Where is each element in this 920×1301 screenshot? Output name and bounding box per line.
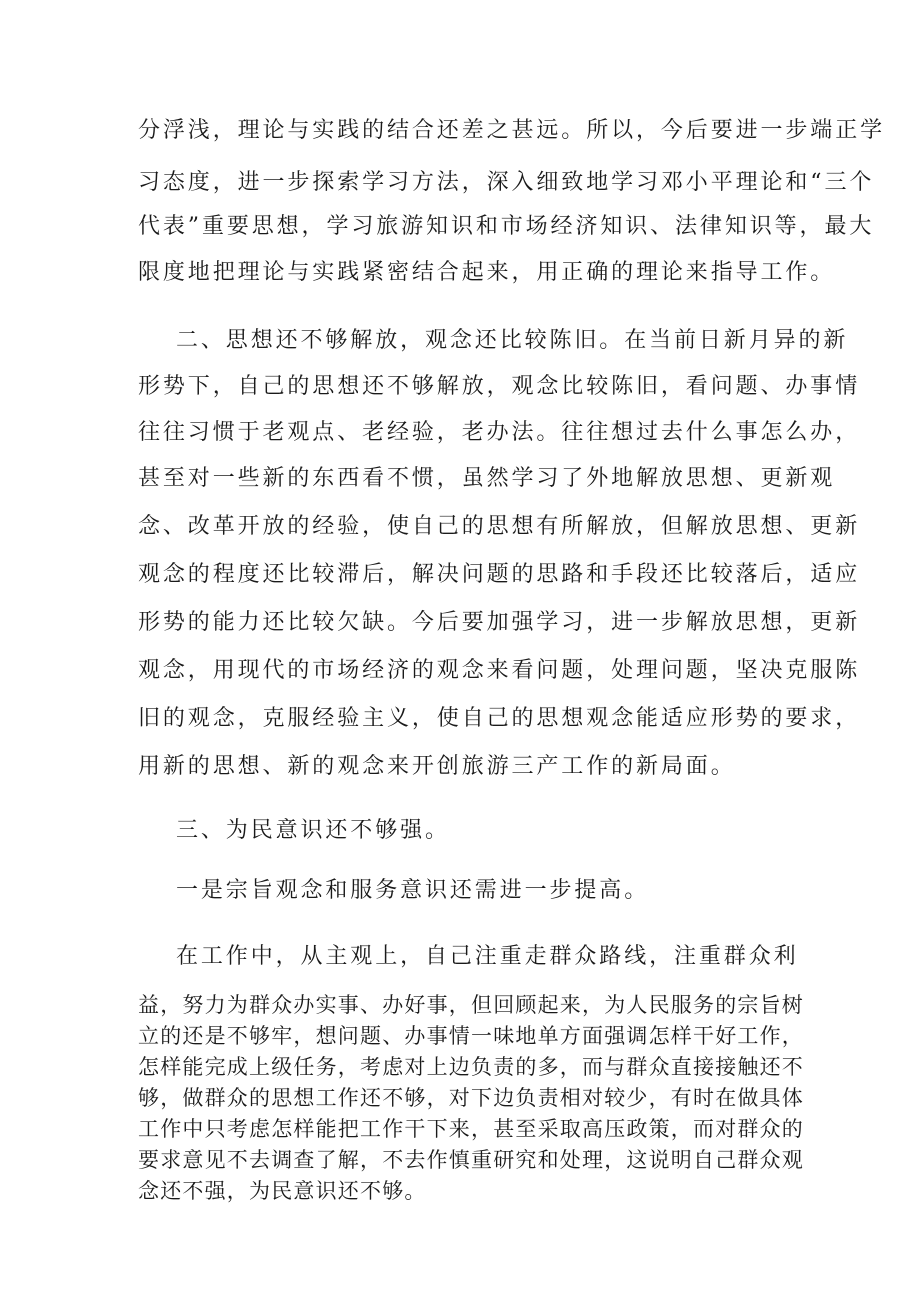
text-line: 工作中只考虑怎样能把工作干下来，甚至采取高压政策，而对群众的 [138,1117,804,1141]
text-line: 念、改革开放的经验，使自己的思想有所解放，但解放思想、更新 [138,514,861,539]
text-line: 形势下，自己的思想还不够解放，观念比较陈旧，看问题、办事情 [138,374,861,399]
text-line: 限度地把理论与实践紧密结合起来，用正确的理论来指导工作。 [138,260,836,285]
text-line: 观念的程度还比较滞后，解决问题的思路和手段还比较落后，适应 [138,562,861,587]
text-line: 怎样能完成上级任务，考虑对上边负责的多，而与群众直接接触还不 [138,1055,804,1079]
text-line: 二、思想还不够解放，观念还比较陈旧。在当前日新月异的新 [176,328,849,353]
section-heading: 三、为民意识还不够强。 [176,818,450,843]
text-line: 立的还是不够牢，想问题、办事情一味地单方面强调怎样干好工作， [138,1024,804,1048]
text-line: 观念，用现代的市场经济的观念来看问题，处理问题，坚决克服陈 [138,658,861,683]
text-line: 形势的能力还比较欠缺。今后要加强学习，进一步解放思想，更新 [138,610,861,635]
text-line: 在工作中，从主观上，自己注重走群众路线，注重群众利 [176,944,799,969]
text-line: 甚至对一些新的东西看不惯，虽然学习了外地解放思想、更新观 [138,466,836,491]
sub-heading: 一是宗旨观念和服务意识还需进一步提高。 [176,878,650,903]
text-line: 往往习惯于老观点、老经验，老办法。往往想过去什么事怎么办， [138,420,861,445]
text-line: 用新的思想、新的观念来开创旅游三产工作的新局面。 [138,754,736,779]
text-line: 念还不强，为民意识还不够。 [138,1179,427,1203]
text-line: 要求意见不去调查了解，不去作慎重研究和处理，这说明自己群众观 [138,1148,804,1172]
text-line: 旧的观念，克服经验主义，使自己的思想观念能适应形势的要求， [138,706,861,731]
text-line: 益，努力为群众办实事、办好事，但回顾起来，为人民服务的宗旨树 [138,993,804,1017]
text-line: 代表”重要思想，学习旅游知识和市场经济知识、法律知识等，最大 [138,214,875,239]
text-line: 习态度，进一步探索学习方法，深入细致地学习邓小平理论和“三个 [138,170,875,195]
text-line: 够，做群众的思想工作还不够，对下边负责相对较少，有时在做具体 [138,1086,804,1110]
text-line: 分浮浅，理论与实践的结合还差之甚远。所以，今后要进一步端正学 [138,118,886,143]
